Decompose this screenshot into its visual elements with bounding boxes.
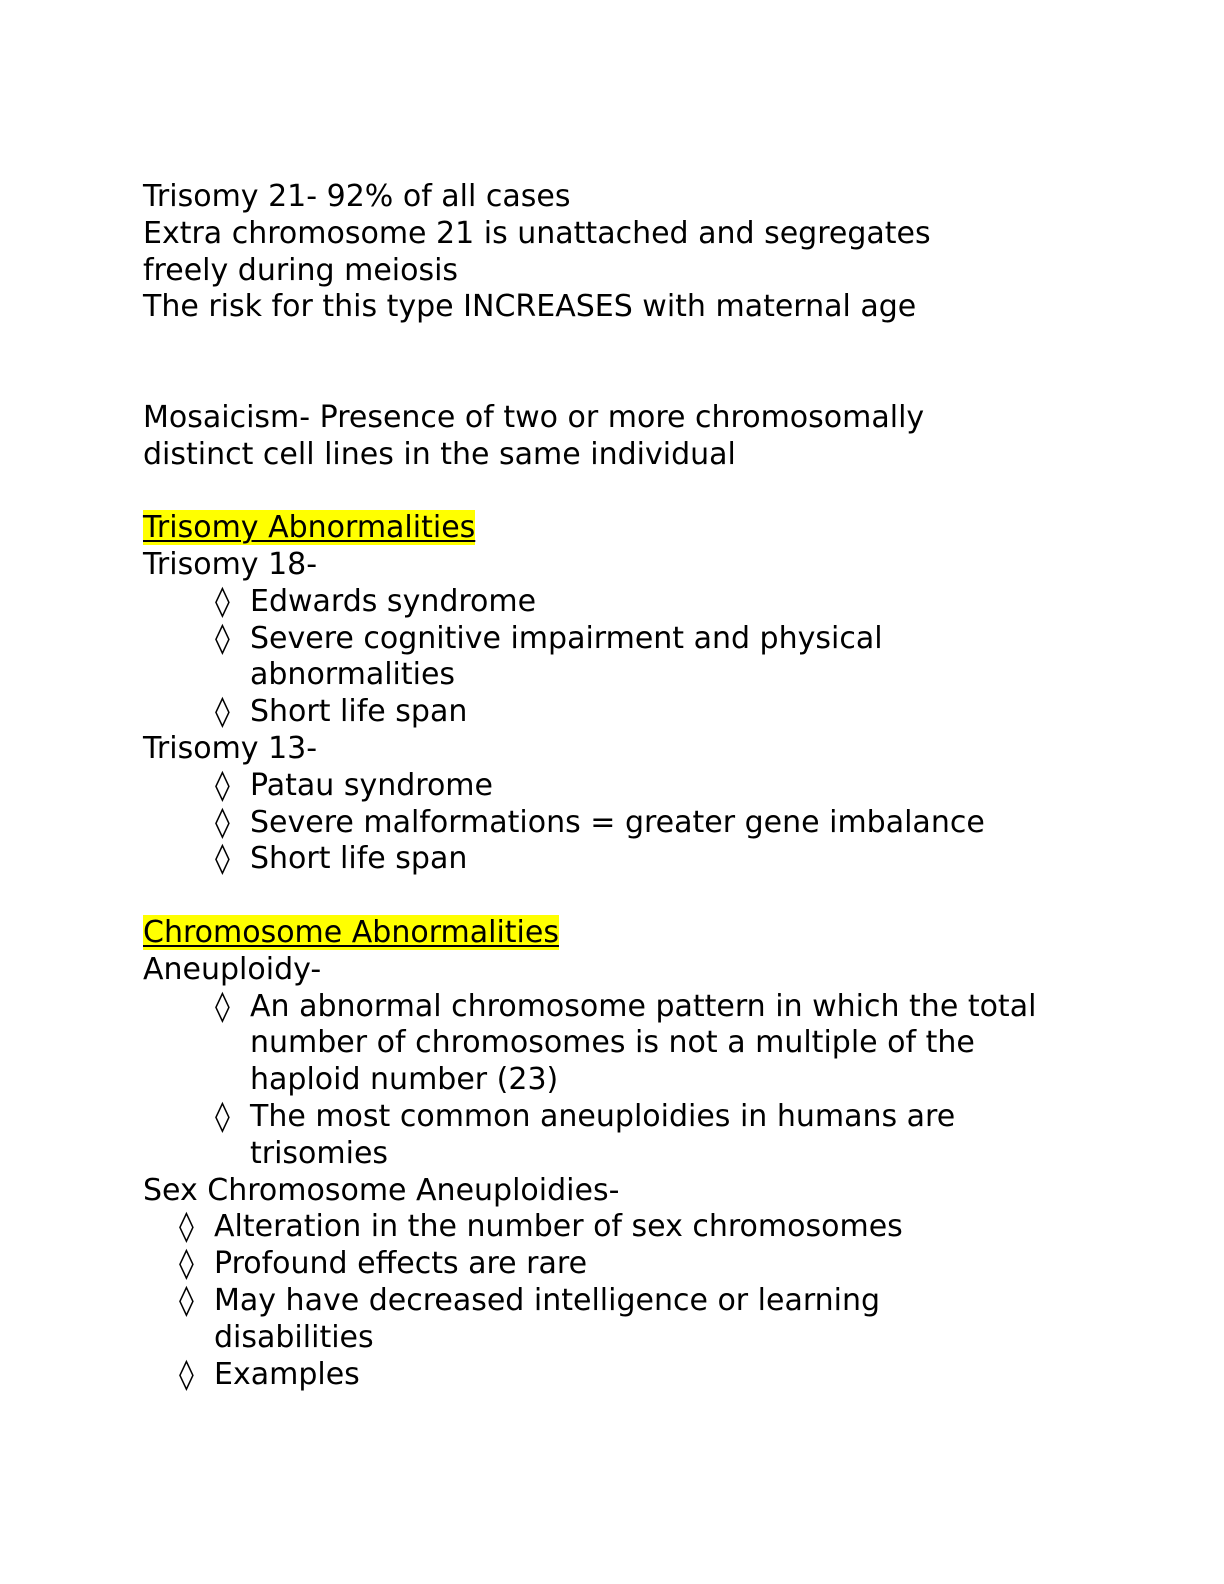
meiosis-line: freely during meiosis xyxy=(143,252,459,288)
diamond-bullet-icon: ◊ xyxy=(179,1282,194,1318)
list-item xyxy=(143,768,1103,805)
spacer xyxy=(143,878,1103,915)
trisomy21-line: Trisomy 21- 92% of all cases xyxy=(143,179,571,214)
trisomy-abnormalities-heading-row xyxy=(143,510,1103,547)
diamond-bullet-icon: ◊ xyxy=(179,1209,194,1245)
list-item xyxy=(143,1283,974,1357)
list-item xyxy=(143,989,1050,1099)
trisomy18-list xyxy=(143,584,1103,731)
list-item-text: Severe cognitive impairment and physical abnormalities xyxy=(250,620,883,693)
list-item xyxy=(143,1357,1103,1394)
list-item xyxy=(143,584,1103,621)
aneuploidy-list xyxy=(143,989,1103,1173)
diamond-bullet-icon: ◊ xyxy=(215,988,230,1024)
mosaicism-line-1: Mosaicism- Presence of two or more chromosomally xyxy=(143,399,925,435)
list-item-text: An abnormal chromosome pattern in which the total number of chromosomes is not a multiple of the haploid number (23) xyxy=(250,988,1037,1098)
list-item xyxy=(143,805,1103,842)
diamond-bullet-icon: ◊ xyxy=(215,620,230,656)
chromosome-abnormalities-heading-row xyxy=(143,915,1103,952)
list-item xyxy=(143,694,1103,731)
list-item-text: Short life span xyxy=(250,694,468,730)
diamond-bullet-icon: ◊ xyxy=(215,1098,230,1134)
list-item-text: Examples xyxy=(214,1356,360,1392)
diamond-bullet-icon: ◊ xyxy=(179,1246,194,1282)
diamond-bullet-icon: ◊ xyxy=(215,841,230,877)
list-item-text: Short life span xyxy=(250,841,468,877)
trisomy18-label: Trisomy 18- xyxy=(143,546,318,582)
spacer xyxy=(143,326,1103,400)
maternal-age-line: The risk for this type INCREASES with maternal age xyxy=(143,289,917,325)
diamond-bullet-icon: ◊ xyxy=(215,767,230,803)
list-item-text: Edwards syndrome xyxy=(250,583,537,619)
list-item-text: Severe malformations = greater gene imbalance xyxy=(250,804,985,840)
trisomy13-list xyxy=(143,768,1103,878)
list-item xyxy=(143,1099,1020,1173)
trisomy13-label: Trisomy 13- xyxy=(143,730,318,766)
diamond-bullet-icon: ◊ xyxy=(215,694,230,730)
list-item xyxy=(143,841,1103,878)
mosaicism-line-2: distinct cell lines in the same individual xyxy=(143,436,736,472)
list-item-text: The most common aneuploidies in humans are trisomies xyxy=(250,1098,956,1171)
list-item-text: Patau syndrome xyxy=(250,767,493,803)
aneuploidy-label: Aneuploidy- xyxy=(143,951,322,987)
diamond-bullet-icon: ◊ xyxy=(215,804,230,840)
diamond-bullet-icon: ◊ xyxy=(215,583,230,619)
sex-aneuploidies-label: Sex Chromosome Aneuploidies- xyxy=(143,1172,620,1208)
diamond-bullet-icon: ◊ xyxy=(179,1356,194,1392)
spacer xyxy=(143,473,1103,510)
extra-chromosome-line: Extra chromosome 21 is unattached and segregates xyxy=(143,215,931,251)
list-item-text: Alteration in the number of sex chromosomes xyxy=(214,1209,903,1245)
document-page xyxy=(143,179,1103,1393)
list-item-text: Profound effects are rare xyxy=(214,1246,588,1282)
list-item xyxy=(143,1209,1103,1246)
list-item xyxy=(143,1246,1103,1283)
chromosome-abnormalities-heading: Chromosome Abnormalities xyxy=(143,914,559,950)
list-item xyxy=(143,621,950,695)
list-item-text: May have decreased intelligence or learning disabilities xyxy=(214,1282,881,1355)
sex-aneuploidies-list xyxy=(143,1209,1103,1393)
trisomy-abnormalities-heading: Trisomy Abnormalities xyxy=(143,510,476,546)
